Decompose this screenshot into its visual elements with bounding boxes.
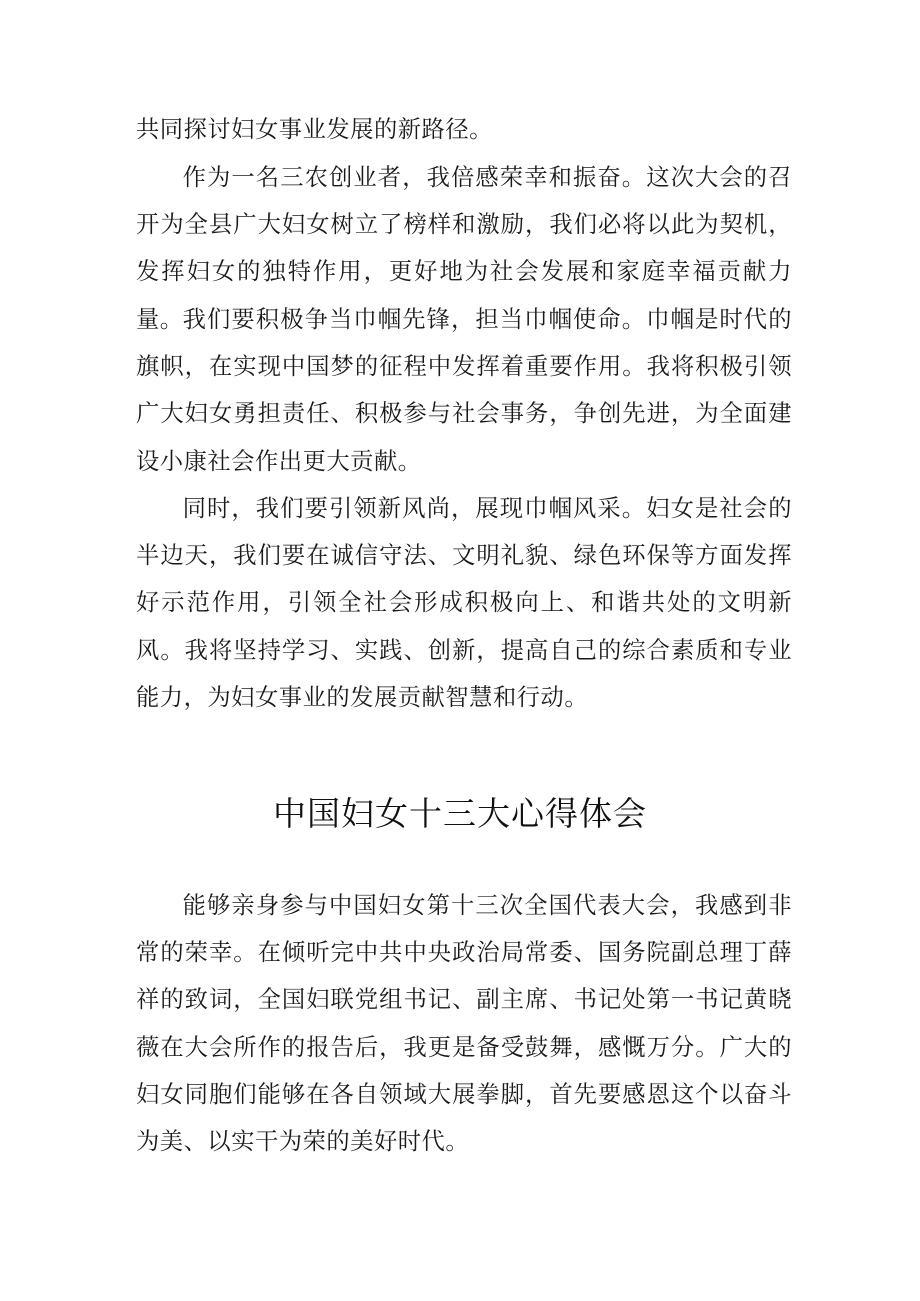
paragraph-new-trend: 同时，我们要引领新风尚，展现巾帼风采。妇女是社会的半边天，我们要在诚信守法、文明礼貌、绿色环保等方面发挥好示范作用，引领全社会形成积极向上、和谐共处的文明新风。我将坚持学习、实践、创新，提高自己的综合素质和专业能力，为妇女事业的发展贡献智慧和行动。: [136, 495, 792, 711]
section-title: 中国妇女十三大心得体会: [273, 794, 647, 833]
paragraph-vanguard: 我们要积极争当巾帼先锋，担当巾帼使命。巾帼是时代的旗帜，在实现中国梦的征程中发挥着重要作用。我将积极引领广大妇女勇担责任、积极参与社会事务，争创先进，为全面建设小康社会作出更大贡献。: [136, 306, 792, 475]
paragraph-congress-honor: 能够亲身参与中国妇女第十三次全国代表大会，我感到非常的荣幸。在倾听完中共中央政治局常委、国务院副总理丁薛祥的致词，全国妇联党组书记、副主席、书记处第一书记黄晓薇在大会所作的报告后，我更是备受鼓舞，感慨万分。广大的妇女同胞们能够在各自领域大展拳脚，首先要感恩这个以奋斗为美、以实干为荣的美好时代。: [136, 892, 792, 1156]
paragraph-continuation: 共同探讨妇女事业发展的新路径。: [136, 116, 493, 143]
paragraph-entrepreneur: 作为一名三农创业者，我倍感荣幸和振奋。这次大会的召开为全县广大妇女树立了榜样和激励，我们必将以此为契机，发挥妇女的独特作用，更好地为社会发展和家庭幸福贡献力量。: [136, 164, 792, 333]
